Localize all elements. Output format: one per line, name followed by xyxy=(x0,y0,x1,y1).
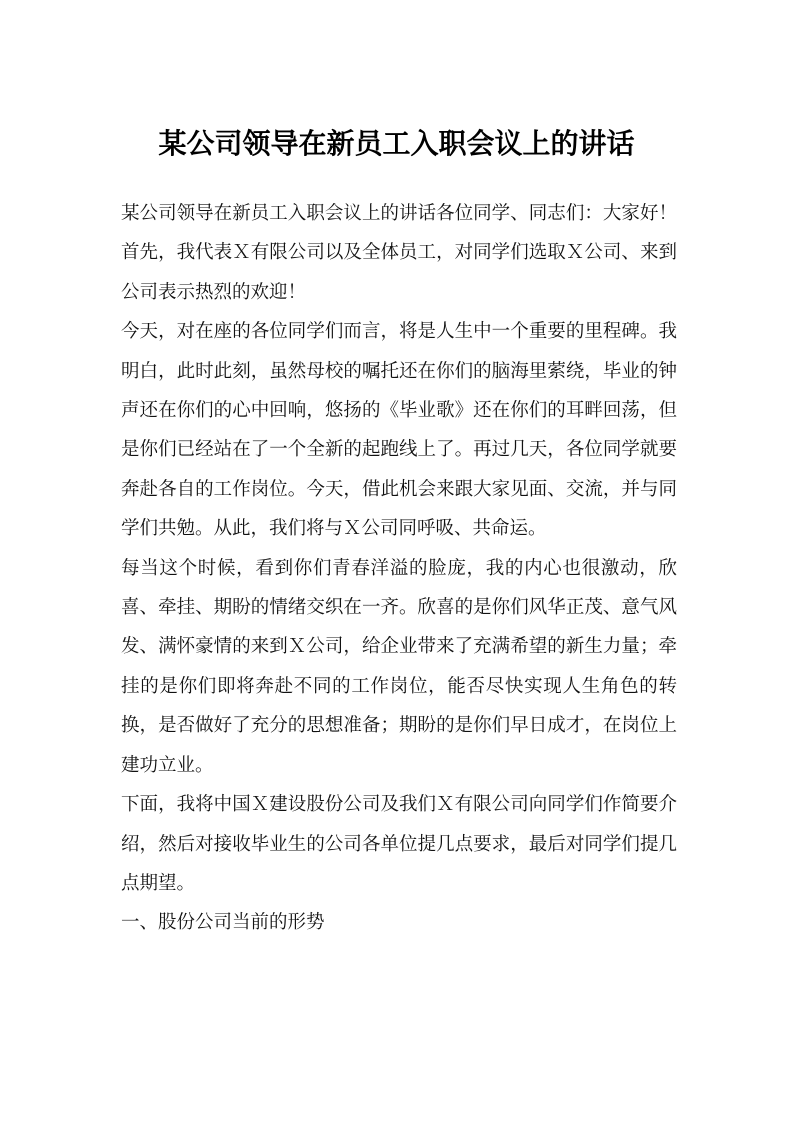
paragraph-outline: 下面，我将中国Ｘ建设股份公司及我们Ｘ有限公司向同学们作简要介绍，然后对接收毕业生的公司各单位提几点要求，最后对同学们提几点期望。 xyxy=(121,794,677,894)
document-title: 某公司领导在新员工入职会议上的讲话 xyxy=(158,127,635,160)
paragraph-emotions: 每当这个时候，看到你们青春洋溢的脸庞，我的内心也很激动，欣喜、牵挂、期盼的情绪交织在一齐。欣喜的是你们风华正茂、意气风发、满怀豪情的来到Ｘ公司，给企业带来了充满希望的新生力量；牵挂的是你们即将奔赴不同的工作岗位，能否尽快实现人生角色的转换，是否做好了充分的思想准备；期盼的是你们早日成才，在岗位上建功立业。 xyxy=(121,557,677,776)
section-heading-1: 一、股份公司当前的形势 xyxy=(121,912,325,934)
paragraph-milestone: 今天，对在座的各位同学们而言，将是人生中一个重要的里程碑。我明白，此时此刻，虽然母校的嘱托还在你们的脑海里萦绕，毕业的钟声还在你们的心中回响，悠扬的《毕业歌》还在你们的耳畔回荡，但是你们已经站在了一个全新的起跑线上了。再过几天，各位同学就要奔赴各自的工作岗位。今天，借此机会来跟大家见面、交流，并与同学们共勉。从此，我们将与Ｘ公司同呼吸、共命运。 xyxy=(121,321,677,540)
paragraph-greeting: 某公司领导在新员工入职会议上的讲话各位同学、同志们：大家好！首先，我代表Ｘ有限公司以及全体员工，对同学们选取Ｘ公司、来到公司表示热烈的欢迎！ xyxy=(121,203,677,303)
document-body xyxy=(121,194,677,943)
